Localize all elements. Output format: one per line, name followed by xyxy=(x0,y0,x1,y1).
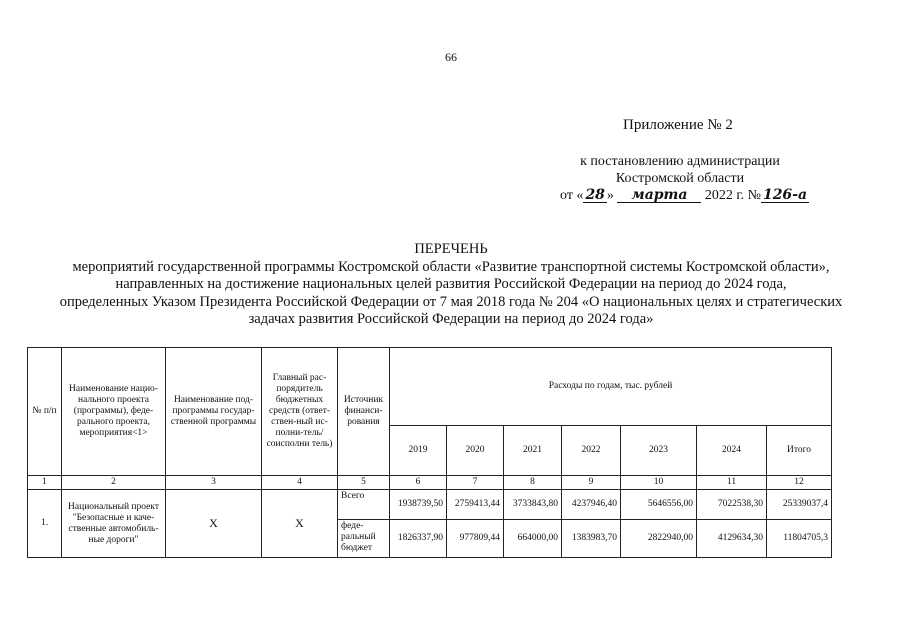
header-year: 2019 xyxy=(390,426,447,476)
handwritten-number: 126-а xyxy=(762,187,808,203)
header-total: Итого xyxy=(767,426,832,476)
measures-table-wrapper xyxy=(27,347,832,558)
table-cell-value: 3733843,80 xyxy=(504,490,562,520)
row-source: Всего xyxy=(338,490,390,520)
title-heading: ПЕРЕЧЕНЬ xyxy=(414,241,488,257)
table-cell-value: 4237946,40 xyxy=(562,490,621,520)
column-number: 4 xyxy=(262,476,338,490)
table-cell-value: 7022538,30 xyxy=(697,490,767,520)
header-project: Наименование нацио-нального проекта (программы), феде-рального проекта, мероприятия<1> xyxy=(62,348,166,476)
title-line-1: мероприятий государственной программы Костромской области «Развитие транспортной системы Костромской области», xyxy=(72,258,830,275)
table-cell-value: 1383983,70 xyxy=(562,520,621,558)
row-project-name: Национальный проект "Безопасные и каче-ственные автомобиль-ные дороги" xyxy=(62,490,166,558)
row-source: феде-ральный бюджет xyxy=(338,520,390,558)
table-cell-value: 977809,44 xyxy=(447,520,504,558)
header-source: Источник финанси-рования xyxy=(338,348,390,476)
column-number: 5 xyxy=(338,476,390,490)
header-subprogram: Наименование под-программы государ-ственной программы xyxy=(166,348,262,476)
column-number: 12 xyxy=(767,476,832,490)
title-line-3: определенных Указом Президента Российской Федерации от 7 мая 2018 года № 204 «О национальных целях и стратегических xyxy=(59,293,843,310)
header-year: 2021 xyxy=(504,426,562,476)
header-num: № п/п xyxy=(28,348,62,476)
table-cell-value: 1938739,50 xyxy=(390,490,447,520)
column-number: 7 xyxy=(447,476,504,490)
decree-line-1: к постановлению администрации xyxy=(580,154,780,169)
table-cell-value: 664000,00 xyxy=(504,520,562,558)
date-prefix: от « xyxy=(560,188,584,203)
row-subprogram: Х xyxy=(166,490,262,558)
row-number: 1. xyxy=(28,490,62,558)
column-number: 2 xyxy=(62,476,166,490)
column-number: 1 xyxy=(28,476,62,490)
table-cell-value: 1826337,90 xyxy=(390,520,447,558)
header-year: 2023 xyxy=(621,426,697,476)
column-number: 9 xyxy=(562,476,621,490)
header-manager: Главный рас-порядитель бюджетных средств (ответ-ствен-ный ис-полни-тель/соисполни тель) xyxy=(262,348,338,476)
handwritten-day: 28 xyxy=(585,187,605,203)
document-title xyxy=(20,241,882,329)
header-year: 2022 xyxy=(562,426,621,476)
column-number: 3 xyxy=(166,476,262,490)
table-cell-total: 25339037,4 xyxy=(767,490,832,520)
row-manager: Х xyxy=(262,490,338,558)
table-cell-value: 2759413,44 xyxy=(447,490,504,520)
column-number: 10 xyxy=(621,476,697,490)
date-year: 2022 г. № xyxy=(704,188,761,203)
column-number: 8 xyxy=(504,476,562,490)
title-line-2: направленных на достижение национальных целей развития Российской Федерации на период до 2024 года, xyxy=(115,276,787,292)
decree-line-2: Костромской области xyxy=(615,171,745,186)
table-cell-value: 4129634,30 xyxy=(697,520,767,558)
table-cell-total: 11804705,3 xyxy=(767,520,832,558)
title-line-4: задачах развития Российской Федерации на период до 2024 года» xyxy=(248,311,654,327)
measures-table xyxy=(27,347,832,558)
date-mid: » xyxy=(606,188,614,203)
column-number: 6 xyxy=(390,476,447,490)
table-cell-value: 5646556,00 xyxy=(621,490,697,520)
decree-date-line xyxy=(560,187,808,204)
header-year: 2020 xyxy=(447,426,504,476)
column-number: 11 xyxy=(697,476,767,490)
decree-reference xyxy=(560,153,808,204)
table-cell-value: 2822940,00 xyxy=(621,520,697,558)
header-year: 2024 xyxy=(697,426,767,476)
appendix-label: Приложение № 2 xyxy=(623,117,733,133)
page-number: 66 xyxy=(445,50,457,64)
header-expenses: Расходы по годам, тыс. рублей xyxy=(390,348,832,426)
handwritten-month: марта xyxy=(617,188,701,203)
